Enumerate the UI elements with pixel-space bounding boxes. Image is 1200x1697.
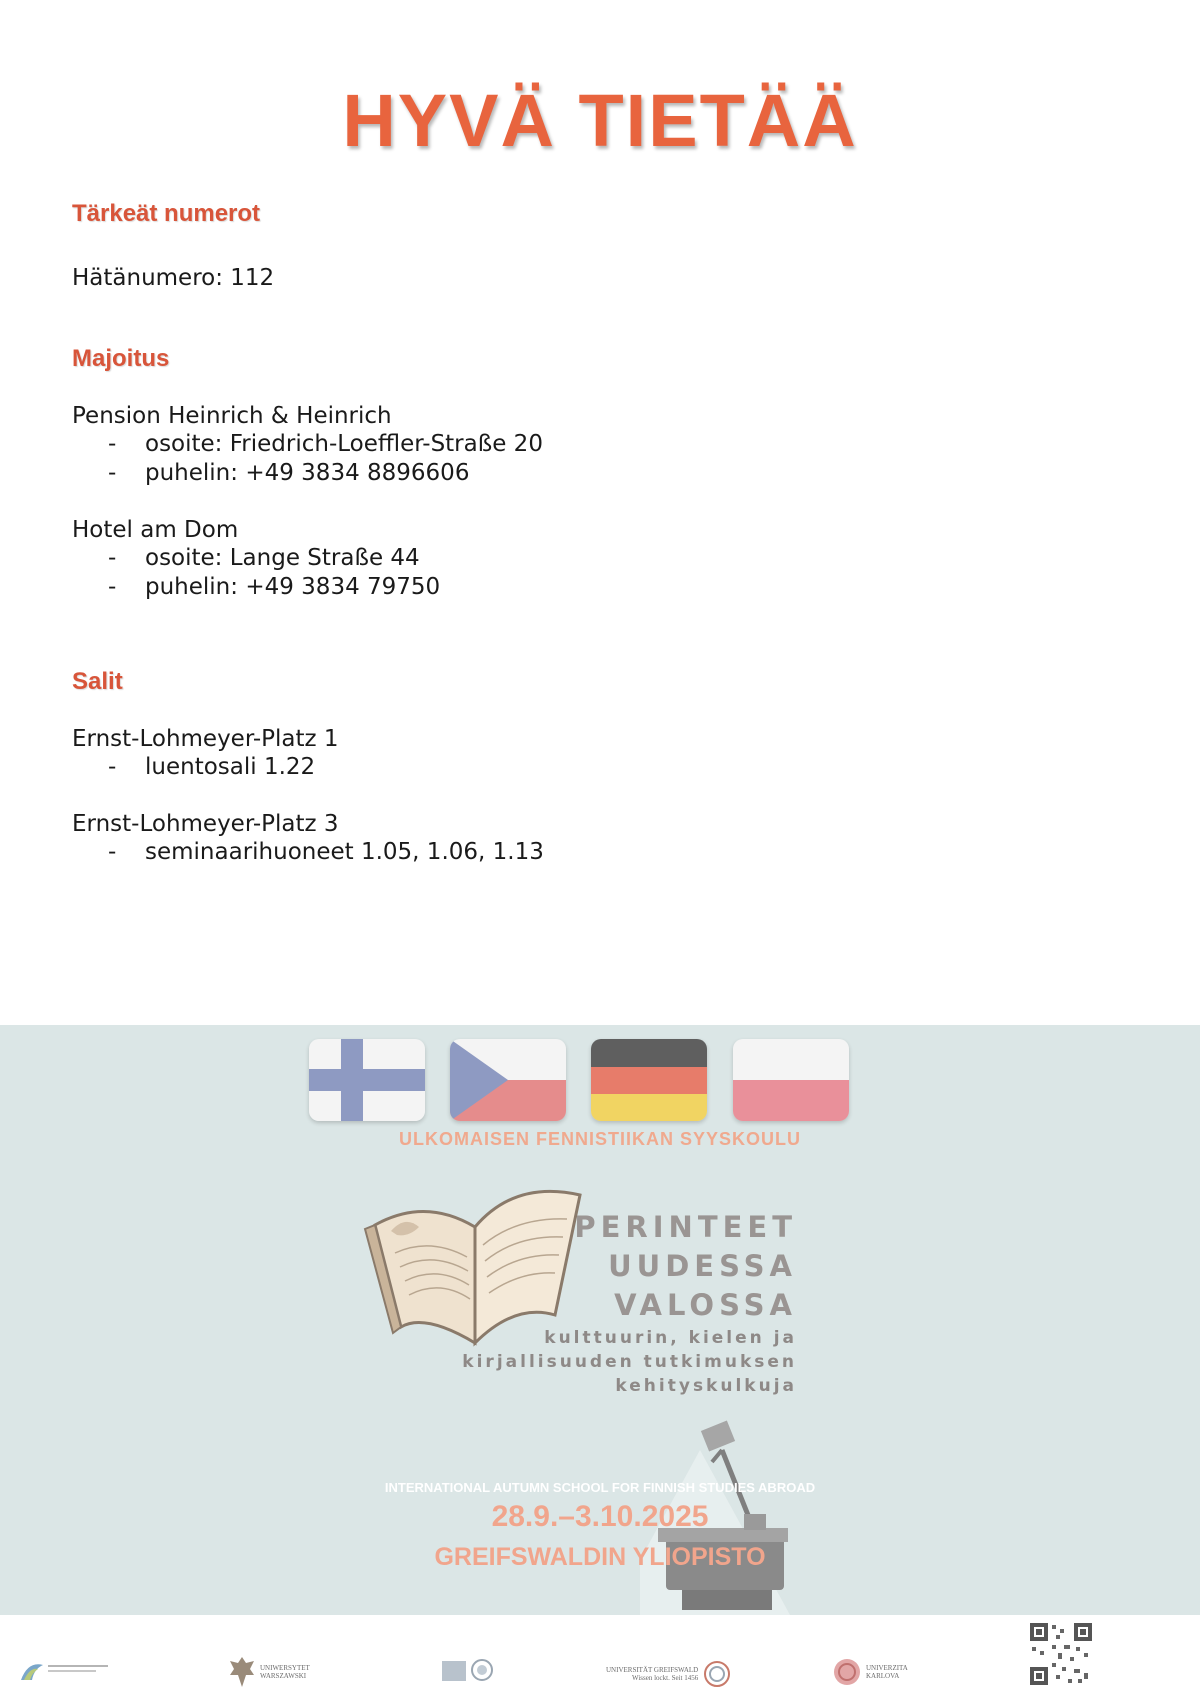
accommodation-name: Pension Heinrich & Heinrich	[72, 403, 392, 429]
logo-caption-bar	[48, 1665, 108, 1675]
autumn-school-poster	[0, 1025, 1200, 1615]
charles-university-logo	[832, 1657, 908, 1687]
accommodation-phone: puhelin: +49 3834 79750	[145, 574, 441, 600]
poster-subtitle-line: kirjallisuuden tutkimuksen	[462, 1352, 797, 1372]
hall-name: Ernst-Lohmeyer-Platz 3	[72, 811, 339, 837]
bullet-dash: -	[108, 754, 117, 780]
accommodation-address: osoite: Lange Straße 44	[145, 545, 420, 571]
poster-title-line: PERINTEET	[574, 1210, 797, 1244]
accommodation-phone: puhelin: +49 3834 8896606	[145, 460, 470, 486]
poster-tagline: ULKOMAISEN FENNISTIIKAN SYYSKOULU	[398, 1129, 802, 1149]
partner-logo	[442, 1657, 494, 1683]
poster-dates: 28.9.–3.10.2025	[491, 1500, 709, 1533]
finland-flag	[309, 1039, 425, 1121]
accommodation-heading: Majoitus	[72, 345, 170, 372]
logo-text: KARLOVA	[866, 1672, 900, 1680]
seal-logo-icon	[442, 1657, 494, 1683]
bullet-dash: -	[108, 545, 117, 571]
important-numbers-heading: Tärkeät numerot	[72, 200, 261, 227]
mountain-logo-icon	[20, 1659, 44, 1681]
logo-text: Wissen lockt. Seit 1456	[632, 1674, 699, 1682]
germany-flag	[591, 1039, 707, 1121]
poster-subtitle-line: kulttuurin, kielen ja	[544, 1328, 797, 1348]
qr-code-icon[interactable]	[1030, 1623, 1092, 1685]
accommodation-address: osoite: Friedrich-Loeffler-Straße 20	[145, 431, 543, 457]
open-book-icon	[355, 1175, 600, 1350]
poster-english-line: INTERNATIONAL AUTUMN SCHOOL FOR FINNISH STUDIES ABROAD	[384, 1480, 816, 1495]
poster-subtitle-line: kehityskulkuja	[615, 1376, 797, 1396]
bullet-dash: -	[108, 431, 117, 457]
czech-flag	[450, 1039, 566, 1121]
footer-logos	[0, 1615, 1200, 1697]
page-title: HYVÄ TIETÄÄ	[342, 79, 858, 162]
poster-title-line: UUDESSA	[608, 1249, 797, 1283]
eagle-emblem-icon	[228, 1655, 256, 1689]
accommodation-name: Hotel am Dom	[72, 517, 239, 543]
logo-text: UNIVERZITA	[866, 1664, 908, 1672]
hall-detail: luentosali 1.22	[145, 754, 316, 780]
poland-flag	[733, 1039, 849, 1121]
bullet-dash: -	[108, 460, 117, 486]
greifswald-university-logo	[606, 1659, 732, 1689]
bullet-dash: -	[108, 574, 117, 600]
bullet-dash: -	[108, 839, 117, 865]
logo-text: UNIWERSYTET	[260, 1664, 310, 1672]
hall-detail: seminaarihuoneet 1.05, 1.06, 1.13	[145, 839, 544, 865]
hall-name: Ernst-Lohmeyer-Platz 1	[72, 726, 339, 752]
logo-text: WARSZAWSKI	[260, 1672, 307, 1680]
emergency-number: Hätänumero: 112	[72, 265, 275, 291]
poster-university: GREIFSWALDIN YLIOPISTO	[434, 1543, 766, 1571]
poster-title-line: VALOSSA	[614, 1288, 797, 1322]
greifswald-circle-icon	[702, 1659, 732, 1689]
warsaw-university-logo	[228, 1655, 310, 1689]
logo-text: UNIVERSITÄT GREIFSWALD	[606, 1666, 699, 1674]
halls-heading: Salit	[72, 668, 123, 695]
partner-logo	[20, 1659, 108, 1681]
charles-seal-icon	[832, 1657, 862, 1687]
